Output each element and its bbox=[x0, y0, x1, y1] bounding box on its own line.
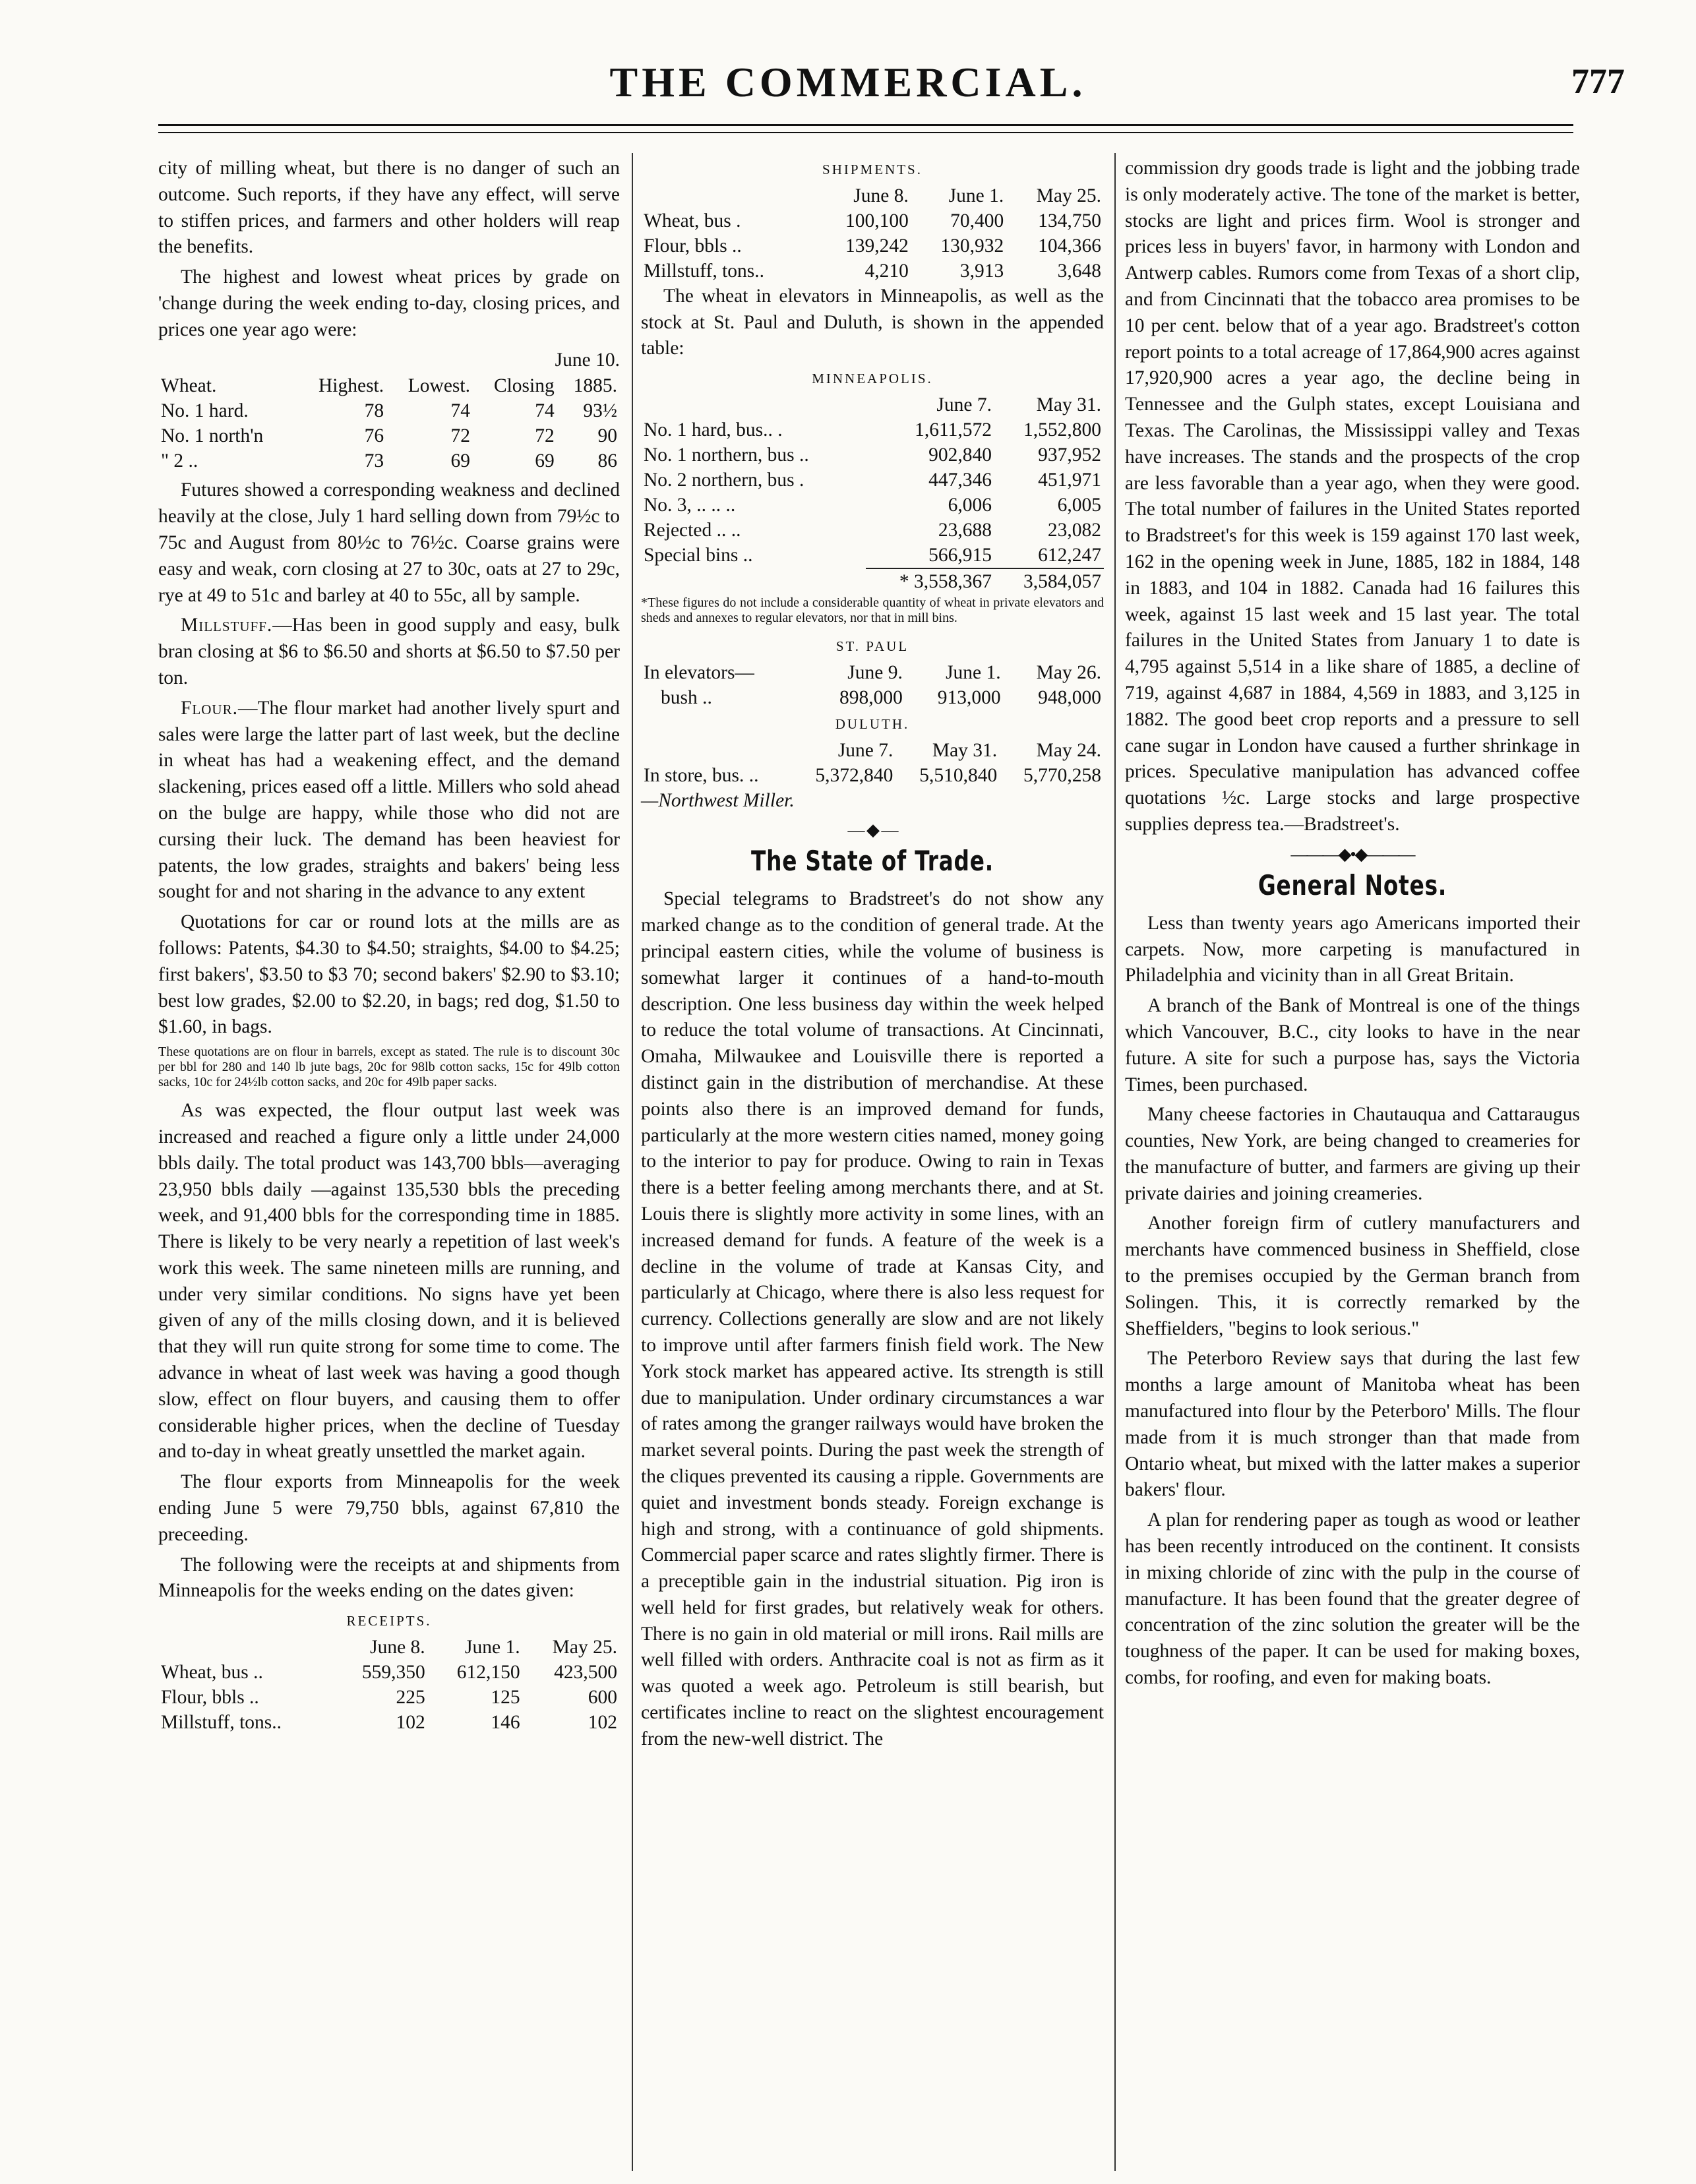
table-header bbox=[158, 1635, 333, 1660]
table-cell: 902,840 bbox=[928, 444, 992, 466]
table-header-row bbox=[641, 392, 1104, 417]
table-cell: 937,952 bbox=[1038, 444, 1101, 466]
table-cell: 612,247 bbox=[1038, 544, 1101, 566]
table-cell: Wheat, bus .. bbox=[161, 1662, 263, 1684]
table-cell: 5,372,840 bbox=[815, 764, 893, 786]
paragraph: The highest and lowest wheat prices by grade on 'change during the week ending to-day, closing prices, and prices one year ago were: bbox=[158, 266, 620, 340]
table-row bbox=[158, 423, 620, 448]
table-cell: 90 bbox=[597, 425, 617, 447]
wheat-price-table bbox=[158, 373, 620, 473]
section-heading: General Notes. bbox=[1257, 868, 1447, 901]
table-header-row bbox=[641, 738, 1104, 763]
run-in-head: Millstuff. bbox=[181, 615, 273, 636]
table-cell: 3,913 bbox=[959, 260, 1004, 282]
table-total-row bbox=[641, 568, 1104, 594]
table-cell: 102 bbox=[396, 1712, 425, 1734]
table-cell: Flour, bbls .. bbox=[644, 235, 742, 257]
table-caption: SHIPMENTS. bbox=[822, 162, 923, 177]
table-cell: 1,611,572 bbox=[915, 419, 992, 440]
table-cell: 3,648 bbox=[1057, 260, 1101, 282]
table-header: May 26. bbox=[1036, 661, 1101, 683]
table-cell: 104,366 bbox=[1038, 235, 1101, 257]
table-cell: No. 1 hard, bus.. . bbox=[644, 419, 783, 440]
table-header: Highest. bbox=[318, 375, 384, 397]
column-divider-2 bbox=[1114, 153, 1116, 2171]
table-cell: 139,242 bbox=[845, 235, 909, 257]
table-row bbox=[641, 763, 1104, 788]
paragraph: As was expected, the flour output last week was increased and reached a figure only a little under 24,000 bbls daily. The total product was 143,700 bbls—averaging 23,950 bbls daily —against 135,530 bbls the preceding week, and 91,400 bbls for the corresponding time in 1885. There is likely to be very nearly a repetition of last week's work this week. The same nineteen mills are running, and under very similar conditions. No signs have yet been given of any of the mills closing down, and it is believed that they will run quite strong for some time to come. The advance in wheat of last week was having a good though slow, effect on flour buyers, and causing them to offer considerable higher prices, when the decline of Tuesday and to-day in wheat greatly unsettled the market again. bbox=[158, 1100, 620, 1463]
table-row bbox=[641, 258, 1104, 284]
table-cell: 125 bbox=[491, 1687, 520, 1709]
table-cell: 447,346 bbox=[928, 469, 992, 491]
section-heading: The State of Trade. bbox=[750, 845, 994, 878]
table-cell: No. 1 hard. bbox=[161, 400, 249, 422]
paragraph-flour bbox=[158, 696, 620, 905]
footnote: *These figures do not include a considerable quantity of wheat in private elevators and sheds and annexes to regular elevators, nor that in mill bins. bbox=[641, 595, 1104, 625]
paragraph: Quotations for car or round lots at the mills are as follows: Patents, $4.30 to $4.50; straights, $4.00 to $4.25; first bakers', $3.50 to $3 70; second bakers' $2.90 to $3.10; best low grades, $2.00 to $2.20, in bags; red dog, $1.50 to $1.60, in bags. bbox=[158, 911, 620, 1038]
table-row bbox=[158, 398, 620, 423]
source-credit: —Northwest Miller. bbox=[641, 789, 795, 811]
table-caption: MINNEAPOLIS. bbox=[812, 371, 933, 387]
table-header: Closing bbox=[493, 375, 555, 397]
table-cell: 74 bbox=[535, 400, 555, 422]
table-header: June 7. bbox=[837, 739, 893, 761]
table-caption: RECEIPTS. bbox=[346, 1613, 432, 1629]
table-header: Lowest. bbox=[408, 375, 470, 397]
table-header-row bbox=[641, 183, 1104, 208]
header-rule-bottom bbox=[158, 132, 1573, 133]
column-2 bbox=[641, 156, 1104, 1757]
table-header: June 1. bbox=[465, 1637, 520, 1658]
table-row bbox=[641, 685, 1104, 710]
table-header: June 8. bbox=[853, 185, 909, 206]
table-cell: 6,006 bbox=[948, 494, 992, 516]
table-cell: 130,932 bbox=[940, 235, 1004, 257]
table-cell: Millstuff, tons.. bbox=[161, 1712, 282, 1734]
duluth-table bbox=[641, 738, 1104, 788]
table-cell: 69 bbox=[535, 450, 555, 472]
table-row bbox=[641, 468, 1104, 493]
paragraph: Many cheese factories in Chautauqua and Cattaraugus counties, New York, are being changed to creameries for the manufacture of butter, and farmers are giving up their private dairies and joining creameries. bbox=[1125, 1104, 1580, 1204]
table-cell bbox=[641, 568, 866, 594]
table-header bbox=[641, 183, 816, 208]
table-cell: 78 bbox=[364, 400, 384, 422]
table-cell: 70,400 bbox=[950, 210, 1004, 231]
table-row bbox=[641, 233, 1104, 258]
table-cell: 76 bbox=[364, 425, 384, 447]
paragraph: Special telegrams to Bradstreet's do not show any marked change as to the condition of general trade. At the principal eastern cities, while the volume of business is somewhat larger it continues of a hand-to-mouth description. One less business day within the week helped to reduce the total volume of transactions. At Cincinnati, Omaha, Milwaukee and Louisville there is reported a distinct gain in the distribution of merchandise. At these points also there is an improved demand for funds, particularly at the more western cities named, money going to the interior to pay for produce. Owing to rain in Texas there is a better feeling among merchants there, and at St. Louis there is slightly more activity in some lines, with an increased demand for funds. A feature of the week is a decline in the volume of trade at Kansas City, and particularly at Chicago, where there is also less request for currency. Collections generally are slow and are not likely to improve until after farmers finish field work. The New York stock market has appeared active. Its strength is still due to manipulation. Under ordinary circumstances a war of rates among the granger railways would have broken the market several points. During the past week the strength of the cliques prevented its causing a ripple. Governments are quiet and investment bonds steady. Foreign exchange is high and strong, with a continuance of gold shipments. Commercial paper scarce and rates slightly firmer. There is a preceptible gain in the industrial situation. Pig iron is well held for first grades, but relatively weak for others. There is no gain in old material or mill irons. Rail mills are well filled with orders. Anthracite coal is not as firm as it was quoted a week ago. Petroleum is still bearish, but certificates incline to react on the slightest encouragement from the new-well district. The bbox=[641, 888, 1104, 1749]
table-header: June 9. bbox=[847, 661, 903, 683]
table-cell: 74 bbox=[450, 400, 470, 422]
paragraph: commission dry goods trade is light and the jobbing trade is only moderately active. The tone of the market is better, stocks are light and prices firm. Wool is stronger and prices less in buyers' favor, in harmony with London and Antwerp cables. Rumors come from Texas of a short clip, and from Cincinnati that the tobacco area promises to be 10 per cent. below that of a year ago. Bradstreet's cotton report points to a total acreage of 17,864,900 acres against 17,920,900 acres a year ago, the decline being in Tennessee and the Gulph states, except Louisiana and Texas. The Carolinas, the Mississippi valley and Texas have increases. The stands and the prospects of the crop are less favorable than a year ago, when they were good. The total number of failures in the United States reported to Bradstreet's for this week is 159 against 170 last week, 162 in the opening week in June, 1885, 182 in 1884, 148 in 1883, and 104 in 1882. Canada had 16 failures this week, against 15 last week and 15 last year. The total failures in the United States from January 1 to date is 4,795 against 5,514 in a like share of 1885, a decline of 719, against 4,687 in 1884, 4,569 in 1883, and 3,125 in 1882. The good beet crop reports and a pressure to sell cane sugar in London have caused a further shrinkage in prices. Speculative manipulation has advanced coffee quotations ½c. Large stocks and large prospective supplies depress tea.—Bradstreet's. bbox=[1125, 158, 1580, 835]
table-total: 3,584,057 bbox=[994, 568, 1104, 594]
table-cell: Rejected .. .. bbox=[644, 519, 741, 541]
table-cell: Flour, bbls .. bbox=[161, 1687, 259, 1709]
table-header: June 1. bbox=[948, 185, 1004, 206]
table-header-row bbox=[158, 1635, 620, 1660]
paragraph: The flour exports from Minneapolis for the week ending June 5 were 79,750 bbls, against 67,810 the preceeding. bbox=[158, 1471, 620, 1545]
table-cell: 423,500 bbox=[554, 1662, 617, 1684]
receipts-table bbox=[158, 1635, 620, 1735]
page-number: 777 bbox=[1571, 61, 1625, 101]
table-header bbox=[641, 738, 792, 763]
table-cell: 898,000 bbox=[839, 686, 903, 708]
table-cell: 73 bbox=[364, 450, 384, 472]
table-cell: No. 2 northern, bus . bbox=[644, 469, 804, 491]
table-row bbox=[641, 208, 1104, 233]
table-cell: 72 bbox=[535, 425, 555, 447]
table-cell: Special bins .. bbox=[644, 545, 753, 566]
table-header bbox=[641, 392, 866, 417]
table-cell: 1,552,800 bbox=[1023, 419, 1101, 440]
table-header-row bbox=[158, 373, 620, 398]
table-caption: ST. PAUL bbox=[835, 638, 909, 654]
table-cell: 451,971 bbox=[1038, 469, 1101, 491]
paragraph-millstuff bbox=[158, 613, 620, 691]
table-header: June 1. bbox=[946, 661, 1001, 683]
table-cell: In store, bus. .. bbox=[644, 764, 759, 786]
table-row bbox=[158, 1710, 620, 1735]
table-header: May 31. bbox=[932, 739, 998, 761]
table-cell: 134,750 bbox=[1038, 210, 1101, 231]
table-header: Wheat. bbox=[161, 375, 217, 397]
table-cell: bush .. bbox=[661, 686, 712, 708]
table-header: May 25. bbox=[552, 1637, 617, 1658]
table-cell: 5,770,258 bbox=[1023, 764, 1101, 786]
paragraph: A plan for rendering paper as tough as wood or leather has been recently introduced on the continent. It consists in mixing chloride of zinc with the pulp in the course of manufacture. It has been found that the greater degree of concentration of the zinc solution the greater will be the toughness of the paper. It can be used for making boxes, combs, for roofing, and even for making boats. bbox=[1125, 1509, 1580, 1689]
column-divider-1 bbox=[632, 153, 633, 2171]
column-3 bbox=[1125, 156, 1580, 1695]
table-cell: 23,688 bbox=[938, 519, 992, 541]
run-in-head: Flour. bbox=[181, 697, 238, 719]
paragraph: Another foreign firm of cutlery manufacturers and merchants have commenced business in Sheffield, close to the premises occupied by the German branch from Solingen. This, it is correctly remarked by the Sheffielders, "begins to look serious." bbox=[1125, 1213, 1580, 1339]
table-header: May 31. bbox=[1036, 394, 1101, 415]
table-cell: 102 bbox=[588, 1712, 617, 1734]
paragraph: The following were the receipts at and shipments from Minneapolis for the weeks ending on the dates given: bbox=[158, 1554, 620, 1602]
table-row bbox=[158, 448, 620, 473]
table-header: May 24. bbox=[1036, 739, 1101, 761]
ornament-divider: — ◆ — bbox=[847, 820, 897, 840]
table-cell: 72 bbox=[450, 425, 470, 447]
paragraph-text: —Has been in good supply and easy, bulk bran closing at $6 to $6.50 and shorts at $6.50 to $7.50 per ton. bbox=[158, 615, 620, 688]
table-cell: 559,350 bbox=[361, 1662, 425, 1684]
table-cell: Millstuff, tons.. bbox=[644, 260, 765, 282]
table-cell: 23,082 bbox=[1047, 519, 1101, 541]
table-cell: 948,000 bbox=[1038, 686, 1101, 708]
table-cell: 612,150 bbox=[456, 1662, 520, 1684]
table-header: May 25. bbox=[1036, 185, 1101, 206]
table-cell: " 2 .. bbox=[161, 450, 198, 472]
table-cell: 93½ bbox=[583, 400, 617, 422]
table-cell: 100,100 bbox=[845, 210, 909, 231]
shipments-table bbox=[641, 183, 1104, 284]
table-cell: 600 bbox=[588, 1687, 617, 1709]
header-rule-top bbox=[158, 124, 1573, 126]
table-cell: Wheat, bus . bbox=[644, 210, 741, 231]
table-header: In elevators— bbox=[644, 661, 754, 683]
table-header: June 8. bbox=[370, 1637, 425, 1658]
paragraph: Less than twenty years ago Americans imported their carpets. Now, more carpeting is manufactured in Philadelphia and vicinity than in all Great Britain. bbox=[1125, 912, 1580, 986]
table-header-row bbox=[641, 660, 1104, 685]
column-1 bbox=[158, 156, 620, 1735]
table-cell: 69 bbox=[450, 450, 470, 472]
paragraph: city of milling wheat, but there is no danger of such an outcome. Such reports, if they have any effect, will serve to stiffen prices, and farmers and other holders will reap the benefits. bbox=[158, 158, 620, 258]
table-row bbox=[158, 1660, 620, 1685]
table-cell: No. 1 north'n bbox=[161, 425, 264, 447]
table-row bbox=[641, 543, 1104, 568]
footnote: These quotations are on flour in barrels, except as stated. The rule is to discount 30c per bbl for 280 and 140 lb jute bags, 20c for 98lb cotton sacks, 15c for 49lb cotton sacks, 10c for 24½lb cotton sacks, and 20c for 49lb paper sacks. bbox=[158, 1045, 620, 1090]
table-row bbox=[641, 518, 1104, 543]
table-cell: 5,510,840 bbox=[919, 764, 998, 786]
paragraph: The Peterboro Review says that during the last few months a large amount of Manitoba wheat has been manufactured into flour by the Peterboro' Mills. The flour made from it is much stronger than that made from Ontario wheat, but mixed with the latter makes a superior bakers' flour. bbox=[1125, 1348, 1580, 1501]
table-caption: DULUTH. bbox=[835, 715, 910, 732]
wheat-table-date: June 10. bbox=[555, 349, 620, 371]
table-cell: 225 bbox=[396, 1687, 425, 1709]
ornament-divider: ———◆•◆——— bbox=[1290, 844, 1414, 864]
table-total: * 3,558,367 bbox=[866, 568, 994, 594]
table-row bbox=[641, 493, 1104, 518]
table-row bbox=[158, 1685, 620, 1710]
table-cell: 146 bbox=[491, 1712, 520, 1734]
paragraph: A branch of the Bank of Montreal is one of the things which Vancouver, B.C., city looks to have in the near future. A site for such a purpose has, says the Victoria Times, been purchased. bbox=[1125, 995, 1580, 1095]
paragraph: The wheat in elevators in Minneapolis, as well as the stock at St. Paul and Duluth, is shown in the appended table: bbox=[641, 285, 1104, 359]
table-row bbox=[641, 417, 1104, 442]
table-cell: No. 1 northern, bus .. bbox=[644, 444, 809, 466]
paragraph-text: —The flour market had another lively spurt and sales were large the latter part of last week, but the decline in wheat has had a weakening effect, and the demand slackening, prices eased off a little. Millers who sold ahead on the bulge are happy, while those who did not are cursing their luck. The demand has been heaviest for patents, the low grades, straights and bakers' being less sought for and not sharing in the advance to any extent bbox=[158, 697, 620, 903]
table-cell: 86 bbox=[597, 450, 617, 472]
table-row bbox=[641, 442, 1104, 468]
table-header: June 7. bbox=[936, 394, 992, 415]
paragraph: Futures showed a corresponding weakness and declined heavily at the close, July 1 hard selling down from 79½c to 75c and August from 80½c to 76½c. Coarse grains were easy and weak, corn closing at 27 to 30c, oats at 27 to 29c, rye at 49 to 51c and barley at 40 to 55c, all by sample. bbox=[158, 479, 620, 606]
st-paul-table bbox=[641, 660, 1104, 710]
table-cell: 913,000 bbox=[937, 686, 1001, 708]
table-header: 1885. bbox=[573, 375, 617, 397]
minneapolis-elevator-table bbox=[641, 392, 1104, 594]
table-cell: 6,005 bbox=[1057, 494, 1101, 516]
table-cell: 566,915 bbox=[928, 544, 992, 566]
table-cell: 4,210 bbox=[864, 260, 909, 282]
table-cell: No. 3, .. .. .. bbox=[644, 494, 736, 516]
masthead-title: THE COMMERCIAL. bbox=[609, 59, 1087, 106]
